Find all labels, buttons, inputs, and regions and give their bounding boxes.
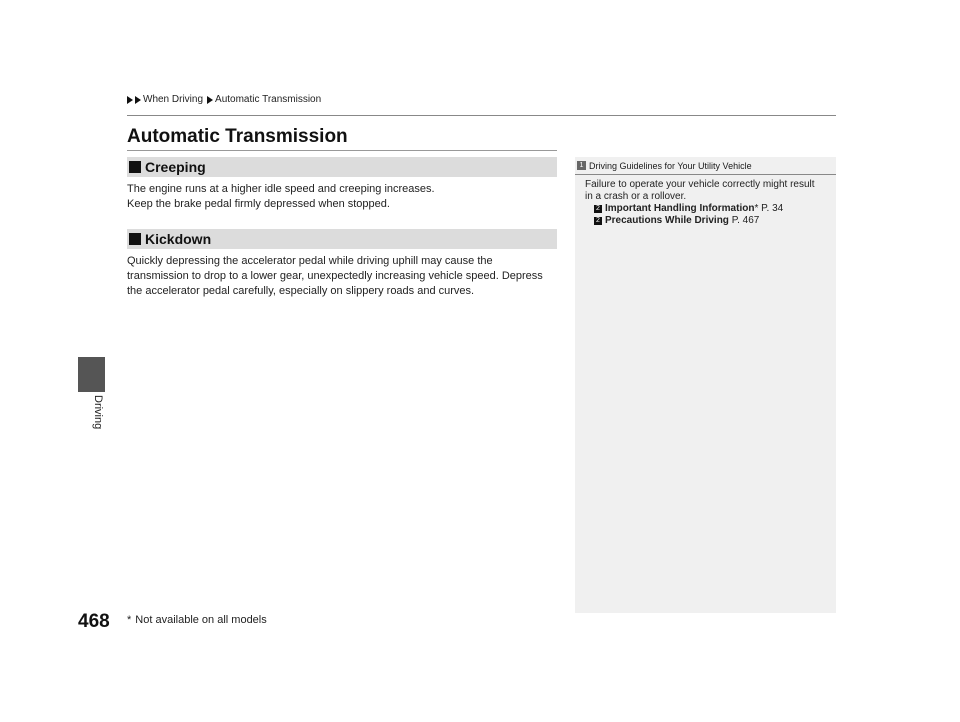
reference-arrow-icon: 2 <box>594 205 602 213</box>
footnote-text: Not available on all models <box>135 614 267 626</box>
footnote <box>127 614 267 626</box>
page-title: Automatic Transmission <box>127 126 348 147</box>
reference-title: Precautions While Driving <box>605 215 729 226</box>
body-line: the accelerator pedal carefully, especially on slippery roads and curves. <box>127 285 475 297</box>
reference-page: P. 467 <box>731 215 760 226</box>
section-heading-creeping <box>127 157 557 177</box>
section-body-creeping <box>127 182 559 212</box>
breadcrumb-item[interactable]: When Driving <box>143 94 204 105</box>
square-bullet-icon <box>129 233 141 245</box>
breadcrumb-item[interactable]: Automatic Transmission <box>215 94 322 105</box>
reference-title: Important Handling Information <box>605 203 755 214</box>
triangle-right-icon <box>127 96 133 104</box>
cross-reference-link[interactable] <box>594 215 830 227</box>
body-line: Keep the brake pedal firmly depressed when stopped. <box>127 198 390 210</box>
sidebar-note-header <box>575 157 836 175</box>
reference-asterisk: * <box>754 203 759 214</box>
body-line: transmission to drop to a lower gear, unexpectedly increasing vehicle speed. Depress <box>127 270 543 282</box>
breadcrumb <box>127 94 323 105</box>
title-divider <box>127 150 557 151</box>
note-text-line: in a crash or a rollover. <box>585 191 687 202</box>
chapter-tab-marker <box>78 357 105 392</box>
section-heading-kickdown <box>127 229 557 249</box>
sidebar-note-title: Driving Guidelines for Your Utility Vehicle <box>589 160 752 171</box>
body-line: Quickly depressing the accelerator pedal while driving uphill may cause the <box>127 255 493 267</box>
footnote-asterisk: * <box>127 614 132 626</box>
section-heading-text: Creeping <box>145 159 206 175</box>
reference-page: P. 34 <box>761 203 784 214</box>
chapter-side-label: Driving <box>92 395 104 430</box>
reference-arrow-icon: 2 <box>594 217 602 225</box>
body-line: The engine runs at a higher idle speed and creeping increases. <box>127 183 435 195</box>
triangle-right-icon <box>207 96 213 104</box>
note-marker-icon: 1 <box>577 161 586 170</box>
header-divider <box>127 115 836 116</box>
section-heading-text: Kickdown <box>145 231 212 247</box>
note-text-line: Failure to operate your vehicle correctly might result <box>585 179 815 190</box>
triangle-right-icon <box>135 96 141 104</box>
page-number: 468 <box>78 611 110 632</box>
section-body-kickdown <box>127 254 559 299</box>
cross-reference-link[interactable] <box>594 203 830 215</box>
sidebar-note-body <box>585 179 830 227</box>
sidebar-note <box>575 157 836 613</box>
square-bullet-icon <box>129 161 141 173</box>
